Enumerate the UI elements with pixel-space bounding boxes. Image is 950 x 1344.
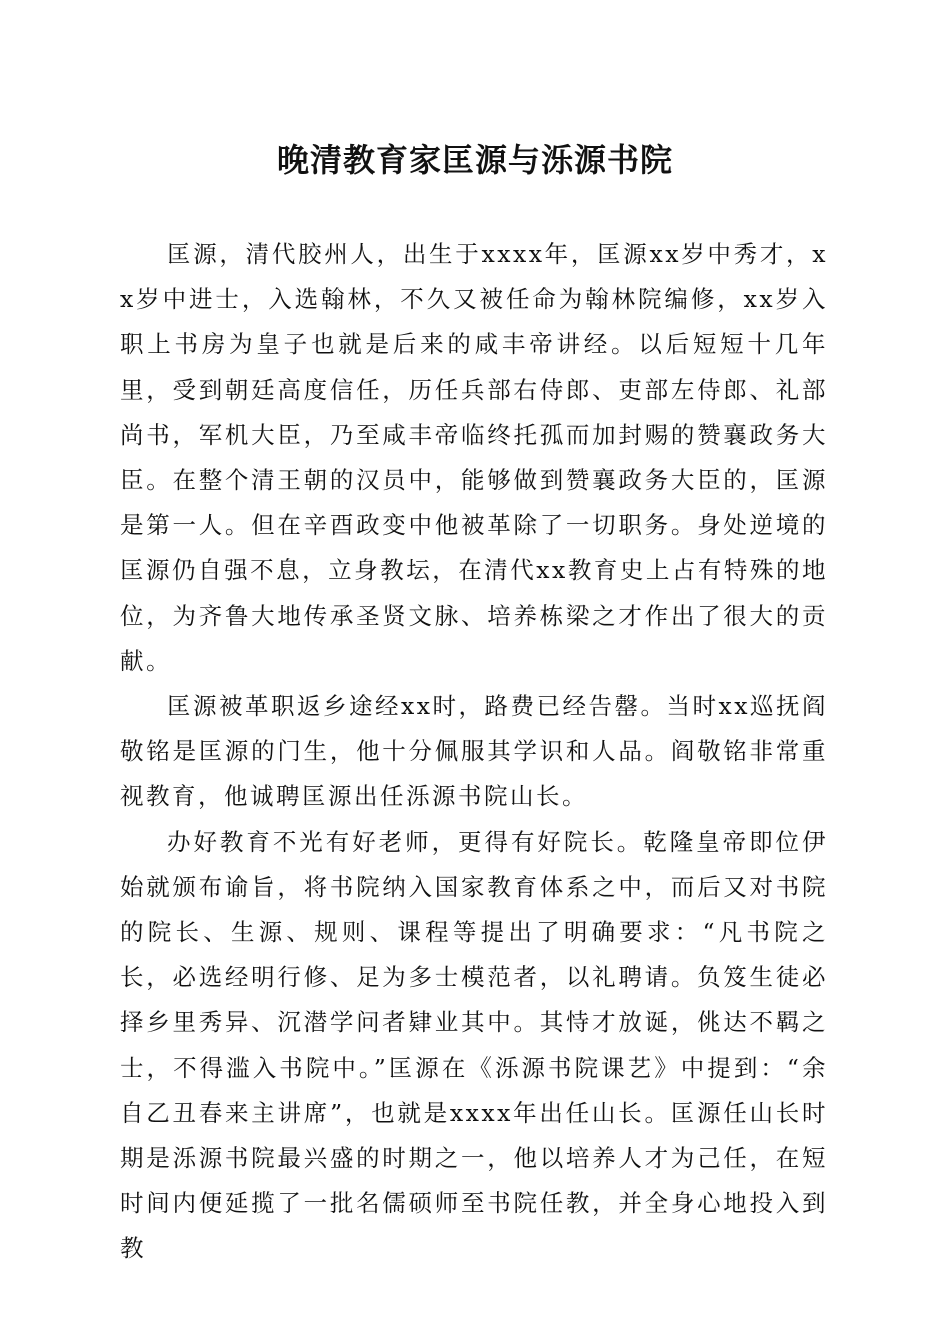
paragraph-2: 匡源被革职返乡途经xx时，路费已经告罄。当时xx巡抚阎敬铭是匡源的门生，他十分佩服其学识和人品。阎敬铭非常重视教育，他诚聘匡源出任泺源书院山长。 bbox=[120, 692, 829, 811]
document-body bbox=[120, 232, 828, 1272]
document-title: 晚清教育家匡源与泺源书院 bbox=[276, 141, 673, 179]
paragraph-1: 匡源，清代胶州人，出生于xxxx年，匡源xx岁中秀才，xx岁中进士，入选翰林，不久又被任命为翰林院编修，xx岁入职上书房为皇子也就是后来的咸丰帝讲经。以后短短十几年里，受到朝廷高度信任，历任兵部右侍郎、吏部左侍郎、礼部尚书，军机大臣，乃至咸丰帝临终托孤而加封赐的赞襄政务大臣。在整个清王朝的汉员中，能够做到赞襄政务大臣的，匡源是第一人。但在辛酉政变中他被革除了一切职务。身处逆境的匡源仍自强不息，立身教坛，在清代xx教育史上占有特殊的地位，为齐鲁大地传承圣贤文脉、培养栋梁之才作出了很大的贡献。 bbox=[120, 240, 828, 675]
paragraph-3: 办好教育不光有好老师，更得有好院长。乾隆皇帝即位伊始就颁布谕旨，将书院纳入国家教育体系之中，而后又对书院的院长、生源、规则、课程等提出了明确要求：“凡书院之长，必选经明行修、足为多士模范者，以礼聘请。负笈生徒必择乡里秀异、沉潜学问者肄业其中。其恃才放诞，佻达不羁之士，不得滥入书院中。”匡源在《泺源书院课艺》中提到：“余自乙丑春来主讲席”，也就是xxxx年出任山长。匡源任山长时期是泺源书院最兴盛的时期之一，他以培养人才为己任，在短时间内便延揽了一批名儒硕师至书院任教，并全身心地投入到教 bbox=[120, 827, 828, 1263]
